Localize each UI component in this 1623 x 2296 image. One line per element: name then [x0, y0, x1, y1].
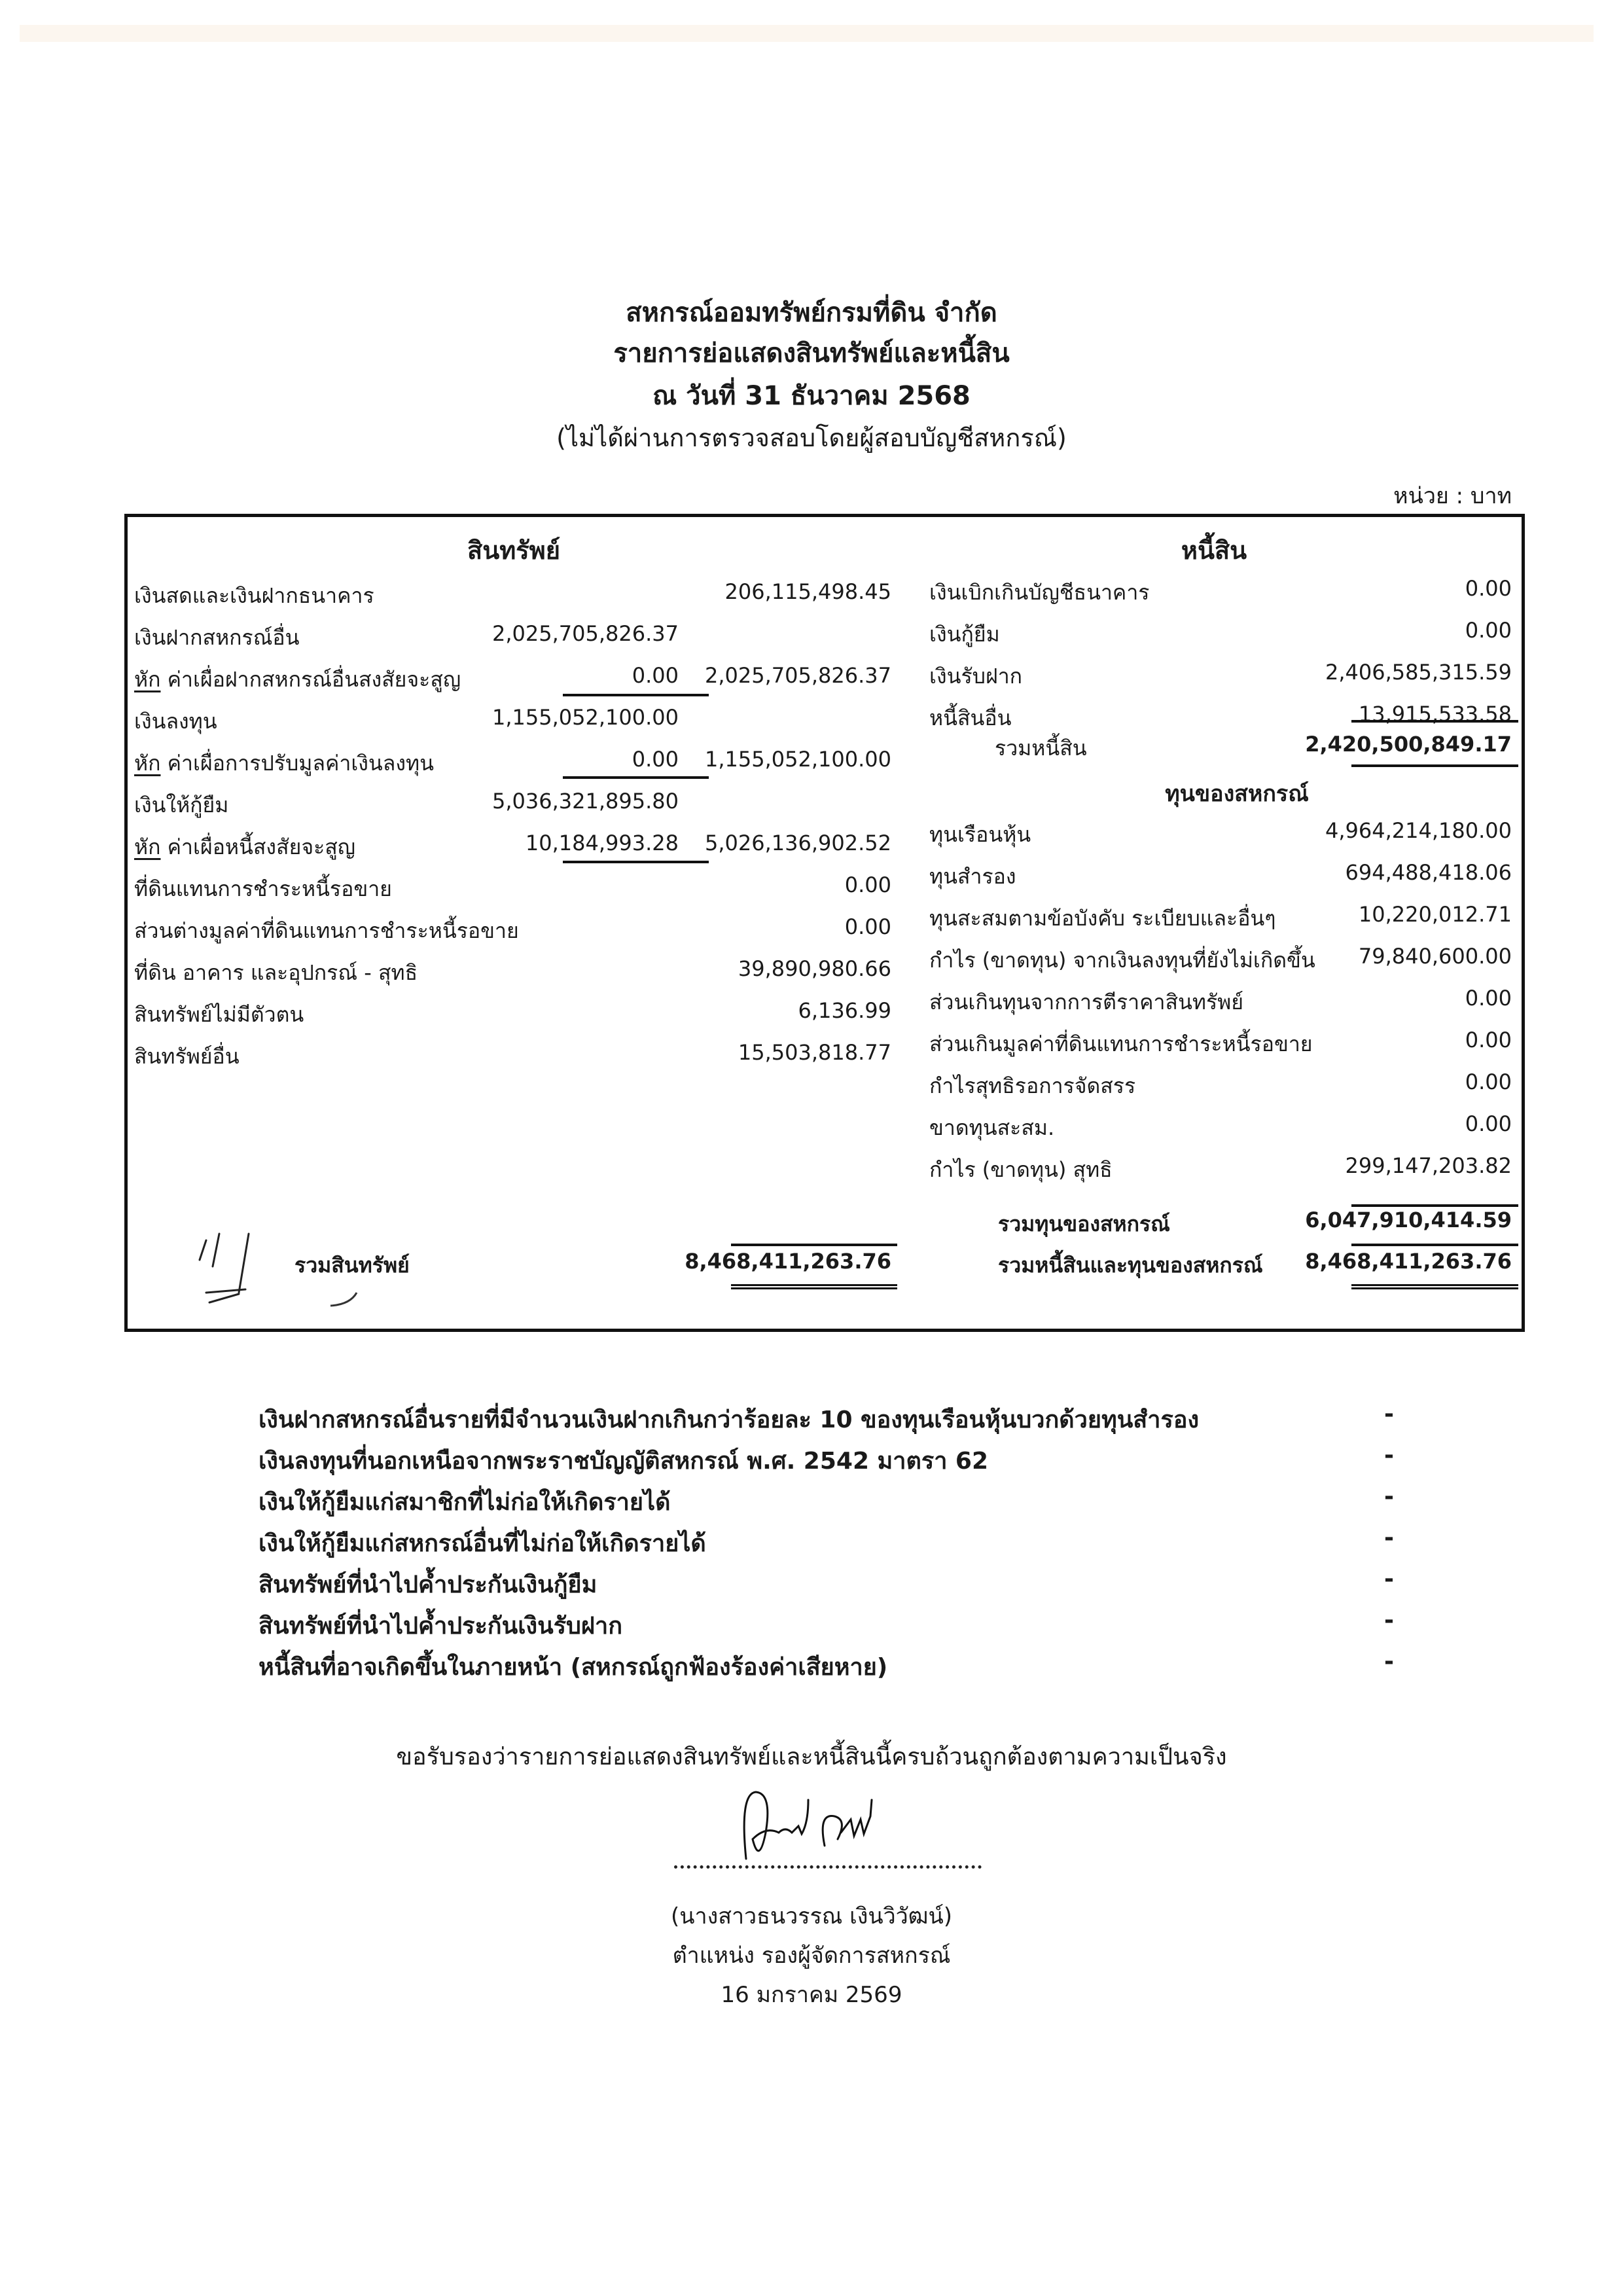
note-value: - [1384, 1566, 1394, 1592]
equity-row [128, 902, 1522, 941]
liability-label: เงินรับฝาก [929, 664, 1023, 689]
audit-note: (ไม่ได้ผ่านการตรวจสอบโดยผู้สอบบัญชีสหกรณ์) [556, 423, 1067, 452]
liability-row [128, 576, 1522, 615]
asset-amount: 15,503,818.77 [738, 1040, 891, 1065]
signer-position: ตำแหน่ง รองผู้จัดการสหกรณ์ [672, 1943, 951, 1969]
asset-amount: 0.00 [844, 914, 891, 939]
grand-total-rule [1351, 1244, 1518, 1246]
grand-total-label: รวมหนี้สินและทุนของสหกรณ์ [998, 1253, 1263, 1278]
assets-total-double-rule [731, 1284, 897, 1289]
liability-label: เงินกู้ยืม [929, 622, 1000, 647]
asset-label-text: ค่าเผื่อหนี้สงสัยจะสูญ [160, 834, 356, 859]
asset-sub-amount: 5,036,321,895.80 [492, 789, 679, 814]
note-label: เงินฝากสหกรณ์อื่นรายที่มีจำนวนเงินฝากเกินกว่าร้อยละ 10 ของทุนเรือนหุ้นบวกด้วยทุนสำรอง [259, 1407, 1200, 1433]
asset-label-text: เงินสดและเงินฝากธนาคาร [134, 583, 374, 608]
equity-amount: 10,220,012.71 [1358, 902, 1512, 927]
asset-label-text: สินทรัพย์อื่น [134, 1044, 240, 1069]
note-label: หนี้สินที่อาจเกิดขึ้นในภายหน้า (สหกรณ์ถูกฟ้องร้องค่าเสียหาย) [259, 1654, 888, 1681]
equity-total-rule [1351, 1204, 1518, 1207]
asset-label-text: เงินให้กู้ยืม [134, 793, 229, 817]
asset-label-text: เงินฝากสหกรณ์อื่น [134, 625, 300, 650]
asset-label-text: ที่ดิน อาคาร และอุปกรณ์ - สุทธิ [134, 960, 418, 985]
liabilities-title: หนี้สิน [1181, 536, 1247, 565]
asset-amount: 0.00 [844, 872, 891, 897]
note-value: - [1384, 1524, 1394, 1551]
equity-label: ขาดทุนสะสม. [929, 1115, 1055, 1140]
subtotal-rule [563, 776, 709, 779]
document-title: รายการย่อแสดงสินทรัพย์และหนี้สิน [613, 338, 1010, 368]
equity-row [128, 944, 1522, 983]
equity-label: ส่วนเกินทุนจากการตีราคาสินทรัพย์ [929, 990, 1243, 1014]
equity-amount: 0.00 [1465, 986, 1512, 1011]
liability-label: เงินเบิกเกินบัญชีธนาคาร [929, 580, 1150, 605]
asset-label-text: ค่าเผื่อฝากสหกรณ์อื่นสงสัยจะสูญ [160, 667, 461, 692]
report-date: ณ วันที่ 31 ธันวาคม 2568 [652, 381, 971, 411]
scan-edge-strip [20, 25, 1594, 42]
equity-row [128, 860, 1522, 899]
signature-line [674, 1865, 982, 1869]
deduct-prefix: หัก [134, 834, 161, 859]
asset-sub-amount: 2,025,705,826.37 [492, 621, 679, 646]
signature [726, 1787, 936, 1872]
asset-sub-amount: 0.00 [632, 747, 679, 772]
equity-label: กำไรสุทธิรอการจัดสรร [929, 1073, 1136, 1098]
assets-title: สินทรัพย์ [467, 536, 560, 565]
note-value: - [1384, 1648, 1394, 1675]
equity-row [128, 818, 1522, 857]
equity-total-label: รวมทุนของสหกรณ์ [998, 1211, 1170, 1236]
asset-label [134, 789, 228, 822]
asset-amount: 6,136.99 [798, 998, 891, 1023]
equity-row [128, 1028, 1522, 1067]
asset-label-text: ส่วนต่างมูลค่าที่ดินแทนการชำระหนี้รอขาย [134, 918, 519, 943]
asset-amount: 39,890,980.66 [738, 956, 891, 981]
equity-amount: 0.00 [1465, 1028, 1512, 1052]
asset-amount: 206,115,498.45 [724, 579, 891, 604]
asset-label-text: สินทรัพย์ไม่มีตัวตน [134, 1002, 304, 1027]
equity-title: ทุนของสหกรณ์ [1165, 781, 1309, 807]
liabilities-total-rule [1351, 720, 1518, 723]
asset-amount: 5,026,136,902.52 [705, 831, 891, 855]
asset-sub-amount: 0.00 [632, 663, 679, 688]
unit-label: หน่วย : บาท [1393, 483, 1512, 509]
equity-amount: 79,840,600.00 [1358, 944, 1512, 969]
liability-amount: 0.00 [1465, 618, 1512, 643]
asset-amount: 1,155,052,100.00 [705, 747, 891, 772]
grand-total-value: 8,468,411,263.76 [1305, 1249, 1512, 1274]
equity-label: ทุนสะสมตามข้อบังคับ ระเบียบและอื่นๆ [929, 906, 1276, 931]
asset-label-text: ค่าเผื่อการปรับมูลค่าเงินลงทุน [160, 751, 434, 776]
liability-label: หนี้สินอื่น [929, 706, 1012, 730]
asset-sub-amount: 10,184,993.28 [525, 831, 679, 855]
asset-amount: 2,025,705,826.37 [705, 663, 891, 688]
org-name: สหกรณ์ออมทรัพย์กรมที่ดิน จำกัด [626, 298, 997, 328]
equity-label: ทุนเรือนหุ้น [929, 822, 1031, 847]
asset-label-text: เงินลงทุน [134, 709, 217, 734]
liability-amount: 0.00 [1465, 576, 1512, 601]
asset-label-text: ที่ดินแทนการชำระหนี้รอขาย [134, 876, 392, 901]
equity-label: กำไร (ขาดทุน) สุทธิ [929, 1157, 1113, 1182]
note-label: สินทรัพย์ที่นำไปค้ำประกันเงินกู้ยืม [259, 1571, 597, 1598]
equity-amount: 4,964,214,180.00 [1325, 818, 1512, 843]
equity-label: ส่วนเกินมูลค่าที่ดินแทนการชำระหนี้รอขาย [929, 1031, 1313, 1056]
liability-amount: 13,915,533.58 [1358, 702, 1512, 726]
note-label: เงินลงทุนที่นอกเหนือจากพระราชบัญญัติสหกรณ์ พ.ศ. 2542 มาตรา 62 [259, 1448, 989, 1475]
equity-row [128, 986, 1522, 1025]
equity-total-value: 6,047,910,414.59 [1305, 1208, 1512, 1232]
assets-total-rule [731, 1244, 897, 1246]
note-value: - [1384, 1401, 1394, 1427]
note-label: เงินให้กู้ยืมแก่สมาชิกที่ไม่ก่อให้เกิดรายได้ [259, 1489, 671, 1516]
initials-mark [160, 1221, 383, 1312]
equity-amount: 0.00 [1465, 1069, 1512, 1094]
asset-sub-amount: 1,155,052,100.00 [492, 705, 679, 730]
certification-statement: ขอรับรองว่ารายการย่อแสดงสินทรัพย์และหนี้สินนี้ครบถ้วนถูกต้องตามความเป็นจริง [396, 1744, 1227, 1770]
signed-date: 16 มกราคม 2569 [721, 1982, 902, 2008]
note-label: เงินให้กู้ยืมแก่สหกรณ์อื่นที่ไม่ก่อให้เกิดรายได้ [259, 1530, 706, 1557]
note-value: - [1384, 1442, 1394, 1469]
equity-row [128, 1111, 1522, 1151]
liabilities-total-underline [1351, 764, 1518, 767]
assets-total-value: 8,468,411,263.76 [685, 1249, 891, 1274]
equity-label: ทุนสำรอง [929, 864, 1016, 889]
deduct-prefix: หัก [134, 667, 161, 692]
liabilities-total-label: รวมหนี้สิน [995, 736, 1087, 761]
balance-sheet-box [124, 514, 1525, 1332]
equity-row [128, 1069, 1522, 1109]
equity-label: กำไร (ขาดทุน) จากเงินลงทุนที่ยังไม่เกิดขึ้น [929, 948, 1315, 973]
equity-row [128, 1153, 1522, 1193]
note-label: สินทรัพย์ที่นำไปค้ำประกันเงินรับฝาก [259, 1613, 622, 1640]
assets-total-label: รวมสินทรัพย์ [294, 1253, 410, 1278]
liabilities-total-value: 2,420,500,849.17 [1305, 732, 1512, 757]
liability-row [128, 660, 1522, 699]
note-value: - [1384, 1483, 1394, 1510]
liability-row [128, 618, 1522, 657]
equity-amount: 0.00 [1465, 1111, 1512, 1136]
note-value: - [1384, 1607, 1394, 1634]
subtotal-rule [563, 694, 709, 696]
equity-amount: 299,147,203.82 [1345, 1153, 1512, 1178]
signer-name: (นางสาวธนวรรณ เงินวิวัฒน์) [671, 1903, 952, 1929]
deduct-prefix: หัก [134, 751, 161, 776]
equity-amount: 694,488,418.06 [1345, 860, 1512, 885]
liability-amount: 2,406,585,315.59 [1325, 660, 1512, 685]
